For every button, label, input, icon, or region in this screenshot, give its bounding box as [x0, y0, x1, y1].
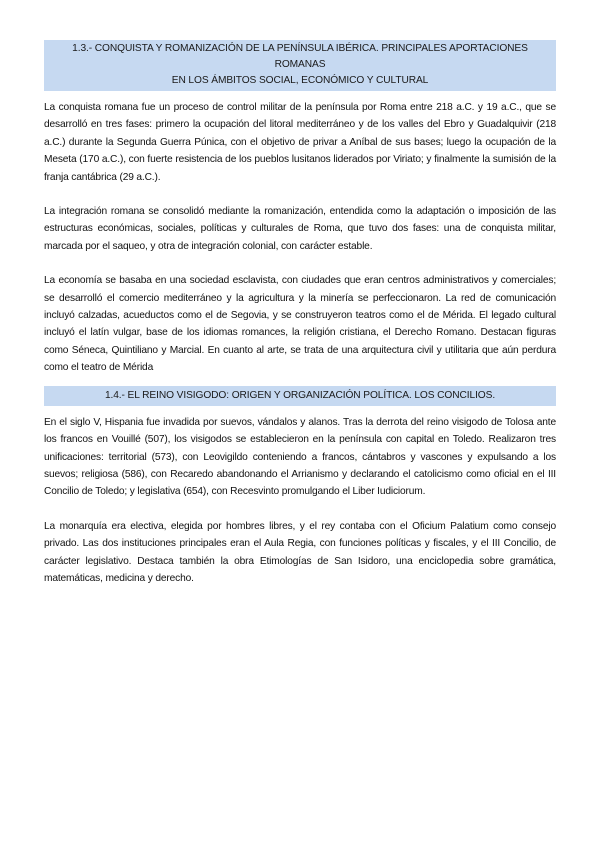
- paragraph: En el siglo V, Hispania fue invadida por suevos, vándalos y alanos. Tras la derrota del reino visigodo de Tolosa ante los francos en Vouillé (507), los visigodos se establecieron en la península con capital en Toledo. Realizaron tres unificaciones: territorial (573), con Leovigildo conteniendo a francos, cántabros y vascones y expulsando a los suevos; religiosa (586), con Recaredo abandonando el Arrianismo y declarando el catolicismo como oficial en el III Concilio de Toledo; y legislativa (654), con Recesvinto promulgando el Liber Iudiciorum.: [44, 416, 556, 498]
- section-heading-1-3: [44, 40, 556, 91]
- paragraph: La monarquía era electiva, elegida por hombres libres, y el rey contaba con el Oficium Palatium como consejo privado. Las dos instituciones principales eran el Aula Regia, con funciones políticas y fiscales, y el III Concilio, de carácter legislativo. Destaca también la obra Etimologías de San Isidoro, una enciclopedia sobre gramática, matemáticas, medicina y derecho.: [44, 520, 556, 584]
- document-page: [44, 40, 556, 587]
- paragraph: La integración romana se consolidó mediante la romanización, entendida como la adaptación o imposición de las estructuras económicas, sociales, políticas y culturales de Roma, que tuvo dos fases: una de conquista militar, marcada por el saqueo, y otra de integración colonial, con carácter estable.: [44, 206, 556, 252]
- section-heading-line: 1.3.- CONQUISTA Y ROMANIZACIÓN DE LA PENÍNSULA IBÉRICA. PRINCIPALES APORTACIONES ROMANAS: [72, 43, 528, 70]
- paragraph: La economía se basaba en una sociedad esclavista, con ciudades que eran centros administrativos y comerciales; se desarrolló el comercio mediterráneo y la agricultura y la minería se perfeccionaron. La red de comunicación incluyó calzadas, acueductos como el de Segovia, y se construyeron teatros como el de Mérida. El legado cultural incluyó el latín vulgar, base de los idiomas romances, la religión cristiana, el Derecho Romano. Destacan figuras como Séneca, Quintiliano y Marcial. En cuanto al arte, se trata de una arquitectura civil y utilitaria que aún perdura como el teatro de Mérida: [44, 275, 556, 374]
- paragraph: La conquista romana fue un proceso de control militar de la península por Roma entre 218 a.C. y 19 a.C., que se desarrolló en tres fases: primero la ocupación del litoral mediterráneo y de los valles del Ebro y Guadalquivir (218 a.C.) durante la Segunda Guerra Púnica, con el objetivo de privar a Aníbal de sus bases; luego la ocupación de la Meseta (170 a.C.), con fuerte resistencia de los pueblos lusitanos liderados por Viriato; y finalmente la sumisión de la franja cantábrica (29 a.C.).: [44, 102, 556, 183]
- section-heading-line: 1.4.- EL REINO VISIGODO: ORIGEN Y ORGANIZACIÓN POLÍTICA. LOS CONCILIOS.: [104, 389, 496, 401]
- section-heading-line: EN LOS ÁMBITOS SOCIAL, ECONÓMICO Y CULTURAL: [171, 75, 429, 86]
- section-heading-1-4: [44, 386, 556, 406]
